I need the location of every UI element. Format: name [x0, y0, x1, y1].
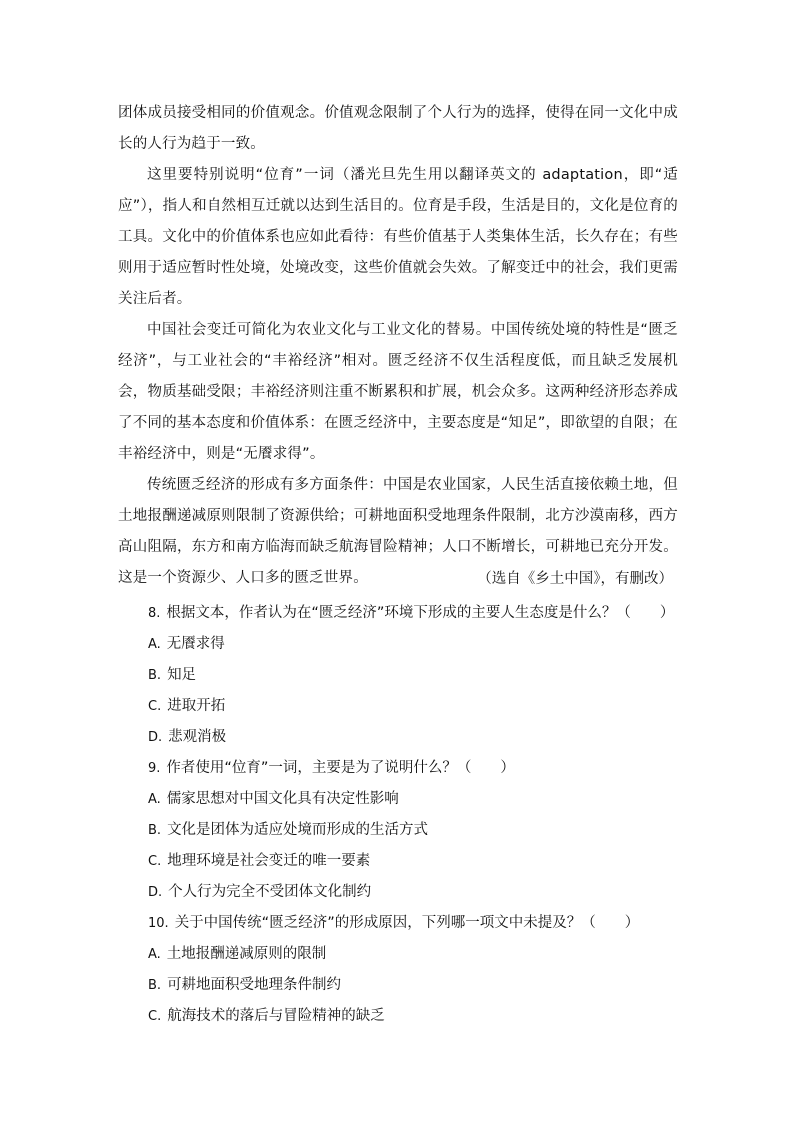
question-number: 10.: [148, 916, 169, 931]
option-letter: C.: [148, 699, 162, 714]
question-text: 作者使用“位育”一词，主要是为了说明什么？（ ）: [166, 760, 515, 776]
answer-option: [148, 877, 688, 908]
option-text: 个人行为完全不受团体文化制约: [168, 884, 372, 900]
option-text: 地理环境是社会变迁的唯一要素: [167, 853, 371, 869]
answer-option: [148, 939, 688, 970]
answer-option: [148, 970, 688, 1001]
option-letter: C.: [148, 854, 162, 869]
reading-passage: [118, 98, 678, 594]
option-text: 悲观消极: [168, 729, 227, 745]
option-text: 文化是团体为适应处境而形成的生活方式: [167, 822, 429, 838]
question-text: 关于中国传统“匮乏经济”的形成原因，下列哪一项文中未提及？（ ）: [174, 915, 640, 931]
option-text: 航海技术的落后与冒险精神的缺乏: [167, 1008, 385, 1024]
passage-paragraph: 这里要特别说明“位育”一词（潘光旦先生用以翻译英文的 adaptation，即“适应”），指人和自然相互迁就以达到生活目的。位育是手段，生活是目的，文化是位育的工具。文化中的价值体系也应如此看待：有些价值基于人类集体生活，长久存在；有些则用于适应暂时性处境，处境改变，这些价值就会失效。了解变迁中的社会，我们更需关注后者。: [118, 167, 678, 307]
option-letter: B.: [148, 978, 162, 993]
option-letter: B.: [148, 668, 162, 683]
option-letter: A.: [148, 637, 161, 652]
option-letter: D.: [148, 885, 163, 900]
question-text: 根据文本，作者认为在“匮乏经济”环境下形成的主要人生态度是什么？（ ）: [166, 605, 675, 621]
option-letter: A.: [148, 792, 161, 807]
answer-option: [148, 1001, 688, 1032]
option-text: 可耕地面积受地理条件制约: [167, 977, 342, 993]
option-text: 儒家思想对中国文化具有决定性影响: [166, 791, 399, 807]
passage-paragraph: 传统匮乏经济的形成有多方面条件：中国是农业国家，人民生活直接依赖土地，但土地报酬递减原则限制了资源供给；可耕地面积受地理条件限制，北方沙漠南移，西方高山阻隔，东方和南方临海而缺乏航海冒险精神；人口不断增长，可耕地已充分开发。这是一个资源少、人口多的匮乏世界。: [118, 477, 678, 586]
option-letter: D.: [148, 730, 163, 745]
option-letter: B.: [148, 823, 162, 838]
option-letter: A.: [148, 947, 161, 962]
option-text: 无餍求得: [166, 636, 225, 652]
answer-option: [148, 784, 688, 815]
passage-paragraph: 中国社会变迁可简化为农业文化与工业文化的替易。中国传统处境的特性是“匮乏经济”，与工业社会的“丰裕经济”相对。匮乏经济不仅生活程度低，而且缺乏发展机会，物质基础受限；丰裕经济则注重不断累积和扩展，机会众多。这两种经济形态养成了不同的基本态度和价值体系：在匮乏经济中，主要态度是“知足”，即欲望的自限；在丰裕经济中，则是“无餍求得”。: [118, 322, 678, 462]
answer-option: [148, 691, 688, 722]
option-text: 进取开拓: [167, 698, 226, 714]
answer-option: [148, 846, 688, 877]
question-10: [148, 908, 688, 1032]
question-number: 8.: [148, 606, 161, 621]
question-list: [148, 598, 688, 1032]
option-text: 知足: [167, 667, 197, 683]
answer-option: [148, 629, 688, 660]
answer-option: [148, 660, 688, 691]
passage-paragraph: 团体成员接受相同的价值观念。价值观念限制了个人行为的选择，使得在同一文化中成长的人行为趋于一致。: [118, 105, 678, 152]
option-letter: C.: [148, 1009, 162, 1024]
answer-option: [148, 722, 688, 753]
question-stem: [148, 908, 688, 939]
question-8: [148, 598, 688, 753]
option-text: 土地报酬递减原则的限制: [166, 946, 327, 962]
passage-source: （选自《乡土中国》，有删改）: [477, 571, 673, 587]
question-9: [148, 753, 688, 908]
answer-option: [148, 815, 688, 846]
question-stem: [148, 598, 688, 629]
question-number: 9.: [148, 761, 161, 776]
question-stem: [148, 753, 688, 784]
